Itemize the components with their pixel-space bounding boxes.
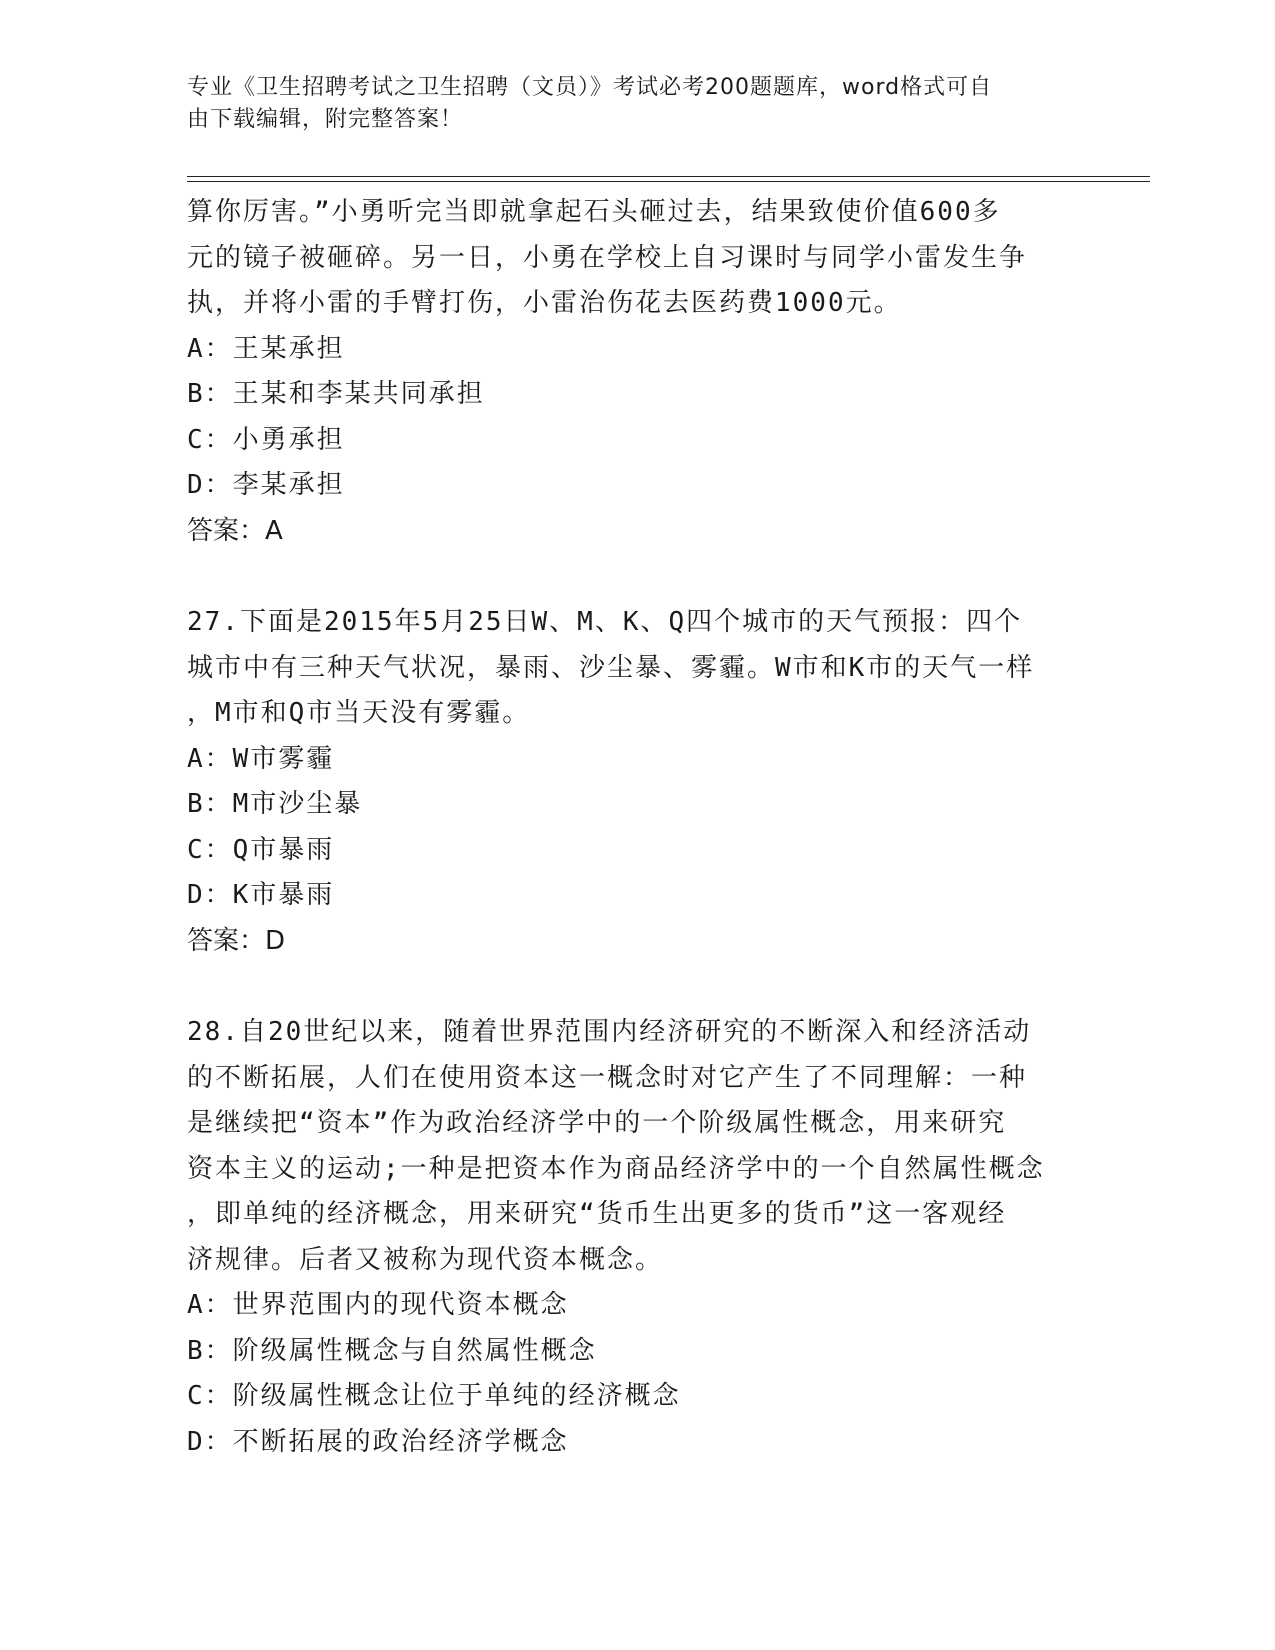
- option-c: C：小勇承担: [187, 424, 345, 455]
- question-28: [187, 1010, 1087, 1465]
- stem-line: ，即单纯的经济概念，用来研究“货币生出更多的货币”这一客观经: [187, 1199, 1007, 1229]
- stem-line: 27.下面是2015年5月25日W、M、K、Q四个城市的天气预报：四个: [187, 607, 1023, 637]
- header-line-1: 专业《卫生招聘考试之卫生招聘（文员）》考试必考200题题库，word格式可自: [187, 75, 993, 100]
- stem-line: 城市中有三种天气状况，暴雨、沙尘暴、雾霾。W市和K市的天气一样: [187, 652, 1035, 683]
- stem-line: 28.自20世纪以来，随着世界范围内经济研究的不断深入和经济活动: [187, 1017, 1032, 1047]
- option-a: A：王某承担: [187, 333, 345, 364]
- stem-line: ，M市和Q市当天没有雾霾。: [187, 698, 531, 728]
- option-d: D：K市暴雨: [187, 880, 335, 910]
- stem-line: 济规律。后者又被称为现代资本概念。: [187, 1244, 664, 1275]
- stem-line: 是继续把“资本”作为政治经济学中的一个阶级属性概念，用来研究: [187, 1108, 1007, 1138]
- stem-line: 元的镜子被砸碎。另一日，小勇在学校上自习课时与同学小雷发生争: [187, 242, 1028, 273]
- answer: 答案：A: [187, 515, 283, 546]
- option-b: B：M市沙尘暴: [187, 789, 363, 819]
- document-header: [187, 72, 1067, 136]
- option-c: C：Q市暴雨: [187, 834, 335, 865]
- option-d: D：不断拓展的政治经济学概念: [187, 1426, 569, 1457]
- header-rule-bottom: [187, 181, 1150, 182]
- stem-line: 的不断拓展，人们在使用资本这一概念时对它产生了不同理解：一种: [187, 1062, 1028, 1093]
- option-b: B：王某和李某共同承担: [187, 379, 485, 409]
- question-stem: [187, 1010, 1087, 1283]
- stem-line: 算你厉害。”小勇听完当即就拿起石头砸过去，结果致使价值600多: [187, 197, 1001, 227]
- question-26: [187, 190, 1087, 554]
- document-body: [187, 190, 1087, 1465]
- option-c: C：阶级属性概念让位于单纯的经济概念: [187, 1381, 681, 1411]
- stem-line: 执，并将小雷的手臂打伤，小雷治伤花去医药费1000元。: [187, 288, 902, 318]
- stem-line: 资本主义的运动;一种是把资本作为商品经济学中的一个自然属性概念: [187, 1153, 1045, 1184]
- option-a: A：W市雾霾: [187, 743, 335, 774]
- answer: 答案：D: [187, 925, 286, 956]
- header-rule-top: [187, 176, 1150, 177]
- question-27: [187, 600, 1087, 964]
- question-stem: [187, 190, 1087, 327]
- option-b: B：阶级属性概念与自然属性概念: [187, 1335, 597, 1366]
- option-a: A：世界范围内的现代资本概念: [187, 1290, 569, 1320]
- option-d: D：李某承担: [187, 470, 345, 500]
- question-stem: [187, 600, 1087, 737]
- header-line-2: 由下载编辑，附完整答案！: [187, 107, 464, 132]
